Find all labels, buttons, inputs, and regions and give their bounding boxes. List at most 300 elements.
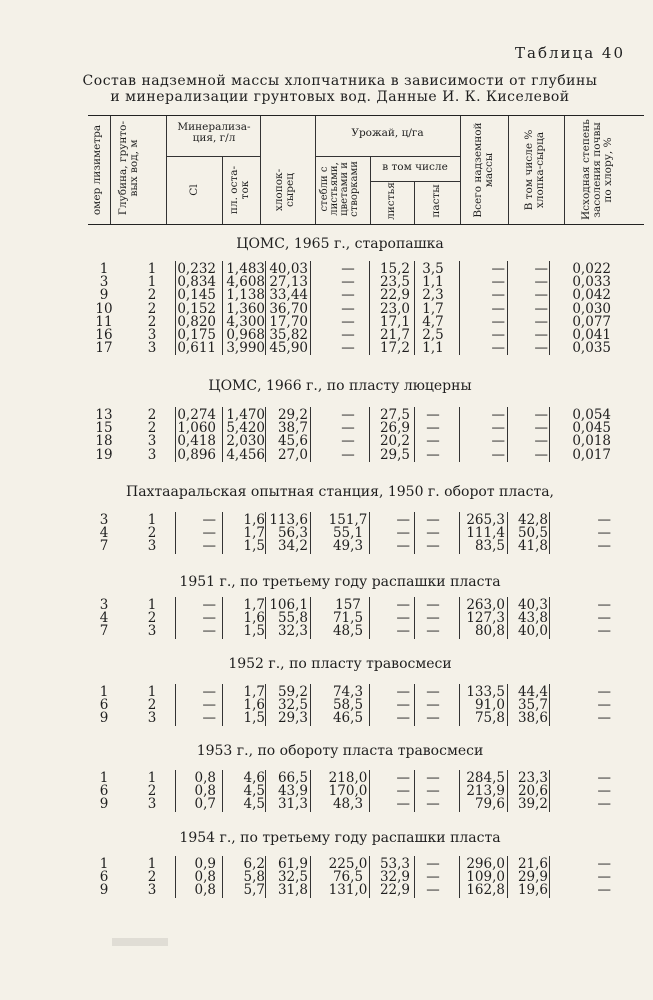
header-total-mass xyxy=(473,120,495,220)
table-cell: — xyxy=(426,623,440,640)
table-cell: — xyxy=(534,420,548,437)
table-cell: 74,3 xyxy=(332,684,364,700)
table-row xyxy=(0,785,653,798)
column-rule xyxy=(175,407,176,462)
table-cell: — xyxy=(491,300,505,317)
table-cell: 111,4 xyxy=(466,525,505,542)
table-cell: 58,5 xyxy=(332,697,364,714)
header-depth-line1: Глубина, грунто- xyxy=(117,120,129,216)
table-cell: 36,70 xyxy=(269,300,308,317)
table-cell: 0,418 xyxy=(177,433,216,450)
table-cell: 23,5 xyxy=(379,274,410,291)
table-cell: — xyxy=(491,313,505,330)
table-cell: 20,6 xyxy=(517,783,548,800)
table-cell: 225,0 xyxy=(328,856,368,872)
column-rule xyxy=(459,770,460,812)
table-cell: 0,077 xyxy=(572,313,611,330)
table-cell: 0,8 xyxy=(194,783,216,800)
column-rule xyxy=(369,856,370,898)
table-cell: 31,8 xyxy=(277,882,308,899)
table-cell: 17,70 xyxy=(269,313,308,330)
header-divider xyxy=(370,181,460,182)
table-cell: 3 xyxy=(99,597,109,613)
table-cell: 1,470 xyxy=(226,407,265,423)
table-cell: 0,274 xyxy=(177,407,216,423)
table-cell: — xyxy=(426,684,440,700)
table-cell: 0,030 xyxy=(572,300,611,317)
table-cell: 32,5 xyxy=(277,869,308,886)
table-cell: 1,5 xyxy=(243,623,265,640)
table-cell: 1,483 xyxy=(226,261,265,277)
header-mineralization-line2: ция, г/л xyxy=(192,132,236,144)
table-cell: — xyxy=(597,882,611,899)
column-rule xyxy=(265,512,266,554)
table-cell: 16 xyxy=(95,327,113,343)
column-rule xyxy=(265,684,266,726)
header-total-line1: Всего надземной xyxy=(472,122,484,218)
table-cell: — xyxy=(534,287,548,304)
table-cell: 0,834 xyxy=(177,274,216,291)
table-cell: 0,232 xyxy=(177,261,216,277)
table-cell: — xyxy=(597,623,611,640)
column-rule xyxy=(265,597,266,639)
table-cell: — xyxy=(426,525,440,542)
table-cell: 1,1 xyxy=(422,340,444,357)
table-cell: 27,0 xyxy=(277,446,308,463)
table-cell: 80,8 xyxy=(474,623,505,640)
table-cell: 9 xyxy=(99,796,109,813)
table-cell: — xyxy=(491,407,505,423)
column-rule xyxy=(310,261,311,355)
table-row xyxy=(0,798,653,811)
table-row xyxy=(0,514,653,527)
table-cell: 3 xyxy=(147,340,157,357)
table-cell: — xyxy=(491,287,505,304)
table-cell: — xyxy=(426,433,440,450)
table-cell: — xyxy=(202,597,216,613)
table-cell: 29,9 xyxy=(517,869,548,886)
column-rule xyxy=(369,261,370,355)
section-title: 1953 г., по обороту пласта травосмеси xyxy=(196,743,484,759)
table-cell: 79,6 xyxy=(474,796,505,813)
table-row xyxy=(0,612,653,625)
column-rule xyxy=(222,407,223,462)
table-cell: 1,5 xyxy=(243,710,265,727)
table-cell: 2 xyxy=(147,300,157,317)
table-cell: 0,8 xyxy=(194,882,216,899)
column-rule xyxy=(507,512,508,554)
table-cell: — xyxy=(341,433,355,450)
header-total-line2: массы xyxy=(483,152,495,188)
table-cell: 13 xyxy=(95,407,113,423)
table-row xyxy=(0,699,653,712)
table-cell: 9 xyxy=(99,882,109,899)
table-cell: 1,1 xyxy=(422,274,444,291)
column-rule xyxy=(175,684,176,726)
table-cell: — xyxy=(396,610,410,627)
table-cell: 17 xyxy=(95,340,113,357)
table-cell: 76,5 xyxy=(332,869,364,886)
column-rule xyxy=(369,512,370,554)
table-cell: — xyxy=(534,327,548,343)
table-cell: 1 xyxy=(99,856,109,872)
table-row xyxy=(0,884,653,897)
table-cell: 284,5 xyxy=(466,770,505,786)
header-cotton xyxy=(274,160,296,220)
table-cell: 4 xyxy=(99,610,109,627)
column-rule xyxy=(310,770,311,812)
table-cell: 6 xyxy=(99,869,109,886)
header-yield: Урожай, ц/га xyxy=(351,127,424,139)
column-rule xyxy=(310,512,311,554)
header-stems-line3: цветами и xyxy=(339,162,350,216)
table-cell: 1,138 xyxy=(226,287,265,304)
table-cell: 33,44 xyxy=(269,287,308,304)
column-rule xyxy=(369,684,370,726)
table-row xyxy=(0,871,653,884)
table-cell: 43,8 xyxy=(517,610,548,627)
header-salinity xyxy=(581,120,614,220)
header-cotton-line2: сырец xyxy=(284,173,296,207)
column-rule xyxy=(222,684,223,726)
table-cell: — xyxy=(426,420,440,437)
table-cell: — xyxy=(597,869,611,886)
section-title: ЦОМС, 1965 г., старопашка xyxy=(236,236,444,252)
table-cell: 1 xyxy=(99,684,109,700)
header-stems-line2: листьями, xyxy=(329,162,340,216)
table-cell: 35,82 xyxy=(269,327,308,343)
table-cell: — xyxy=(426,882,440,899)
table-cell: — xyxy=(341,340,355,357)
table-cell: 32,3 xyxy=(277,623,308,640)
table-cell: — xyxy=(202,525,216,542)
column-rule xyxy=(507,597,508,639)
header-cotton-line1: хлопок- xyxy=(273,168,285,212)
table-cell: 0,175 xyxy=(177,327,216,343)
column-rule xyxy=(549,684,550,726)
table-row xyxy=(0,858,653,871)
table-caption xyxy=(60,73,620,105)
table-cell: 3 xyxy=(147,710,157,727)
table-cell: 3,990 xyxy=(226,340,265,357)
table-cell: — xyxy=(396,684,410,700)
table-cell: 10 xyxy=(95,300,113,317)
table-cell: 11 xyxy=(95,313,113,330)
table-cell: 3 xyxy=(147,446,157,463)
table-cell: 218,0 xyxy=(328,770,368,786)
header-divider xyxy=(414,181,415,224)
table-cell: 3 xyxy=(147,327,157,343)
table-cell: 4,608 xyxy=(226,274,265,291)
caption-line-2: и минерализации грунтовых вод. Данные И. К. Киселевой xyxy=(110,89,570,105)
table-cell: — xyxy=(341,313,355,330)
table-cell: — xyxy=(491,327,505,343)
table-cell: 0,035 xyxy=(572,340,611,357)
table-cell: 29,3 xyxy=(277,710,308,727)
table-cell: — xyxy=(341,420,355,437)
column-rule xyxy=(222,856,223,898)
table-cell: 0,033 xyxy=(572,274,611,291)
header-divider xyxy=(166,156,260,157)
table-cell: 0,896 xyxy=(177,446,216,463)
table-cell: — xyxy=(341,274,355,291)
column-rule xyxy=(414,597,415,639)
table-cell: 40,03 xyxy=(269,261,308,277)
table-cell: 75,8 xyxy=(474,710,505,727)
table-cell: 26,9 xyxy=(379,420,410,437)
table-cell: 44,4 xyxy=(517,684,548,700)
column-rule xyxy=(459,261,460,355)
table-cell: — xyxy=(597,796,611,813)
table-cell: 38,7 xyxy=(277,420,308,437)
column-rule xyxy=(175,261,176,355)
table-cell: — xyxy=(202,684,216,700)
table-cell: — xyxy=(597,684,611,700)
table-cell: 151,7 xyxy=(328,512,368,528)
table-cell: 56,3 xyxy=(277,525,308,542)
header-divider xyxy=(110,116,111,224)
column-rule xyxy=(175,597,176,639)
table-cell: — xyxy=(341,287,355,304)
table-cell: — xyxy=(491,420,505,437)
section-title: Пахтааральская опытная станция, 1950 г. оборот пласта, xyxy=(125,484,554,500)
header-dry-line2: ток xyxy=(239,180,251,200)
table-cell: 2 xyxy=(147,313,157,330)
table-cell: 21,7 xyxy=(379,327,410,343)
table-cell: — xyxy=(534,313,548,330)
table-cell: 1,6 xyxy=(243,697,265,714)
table-cell: 2 xyxy=(147,407,157,423)
header-stems xyxy=(320,158,360,220)
table-cell: — xyxy=(426,446,440,463)
table-cell: 45,6 xyxy=(277,433,308,450)
table-cell: — xyxy=(396,512,410,528)
table-cell: — xyxy=(202,538,216,555)
table-cell: 0,8 xyxy=(194,770,216,786)
table-cell: 38,6 xyxy=(517,710,548,727)
column-rule xyxy=(369,770,370,812)
column-rule xyxy=(265,856,266,898)
table-cell: — xyxy=(202,623,216,640)
column-rule xyxy=(507,770,508,812)
table-cell: — xyxy=(396,525,410,542)
table-cell: 3 xyxy=(99,512,109,528)
table-cell: 55,1 xyxy=(332,525,364,542)
header-stems-line1: стебли с xyxy=(319,166,330,212)
column-rule xyxy=(310,597,311,639)
table-cell: 40,3 xyxy=(517,597,548,613)
column-rule xyxy=(265,407,266,462)
header-divider xyxy=(260,116,261,224)
column-rule xyxy=(549,261,550,355)
table-cell: 48,3 xyxy=(332,796,364,813)
table-cell: 1,7 xyxy=(243,525,265,542)
table-cell: 1 xyxy=(147,770,157,786)
table-cell: 1 xyxy=(147,261,157,277)
table-cell: 39,2 xyxy=(517,796,548,813)
column-rule xyxy=(507,407,508,462)
column-rule xyxy=(222,512,223,554)
header-divider xyxy=(315,156,460,157)
table-cell: — xyxy=(426,710,440,727)
header-salin-line3: по хлору, % xyxy=(602,137,614,203)
table-cell: 42,8 xyxy=(517,512,548,528)
table-row xyxy=(0,527,653,540)
table-cell: 109,0 xyxy=(466,869,505,886)
table-cell: — xyxy=(396,770,410,786)
table-cell: 7 xyxy=(99,623,109,640)
table-cell: — xyxy=(597,610,611,627)
table-cell: — xyxy=(491,433,505,450)
table-cell: 1,6 xyxy=(243,512,265,528)
table-cell: 1,7 xyxy=(422,300,444,317)
header-incl: в том числе xyxy=(382,161,448,173)
table-cell: 22,9 xyxy=(379,287,410,304)
table-number: Таблица 40 xyxy=(515,44,625,62)
column-rule xyxy=(414,770,415,812)
table-cell: 18 xyxy=(95,433,113,450)
header-salin-line2: засоления почвы xyxy=(591,122,603,218)
header-divider xyxy=(564,116,565,224)
table-cell: — xyxy=(597,697,611,714)
column-rule xyxy=(175,512,176,554)
table-cell: 34,2 xyxy=(277,538,308,555)
table-cell: 23,3 xyxy=(517,770,548,786)
table-cell: 27,5 xyxy=(379,407,410,423)
table-cell: — xyxy=(534,261,548,277)
table-cell: — xyxy=(426,407,440,423)
header-cl: Cl xyxy=(188,184,200,196)
header-share-line1: В том числе % xyxy=(523,129,535,211)
header-divider xyxy=(460,116,461,224)
table-cell: 9 xyxy=(99,287,109,304)
table-cell: — xyxy=(426,796,440,813)
table-row xyxy=(0,276,653,289)
table-cell: 4,300 xyxy=(226,313,265,330)
table-cell: 5,7 xyxy=(243,882,265,899)
table-cell: — xyxy=(597,710,611,727)
table-cell: 0,018 xyxy=(572,433,611,450)
table-cell: — xyxy=(396,783,410,800)
table-cell: 3,5 xyxy=(422,261,444,277)
table-cell: 162,8 xyxy=(466,882,505,899)
table-cell: 2 xyxy=(147,783,157,800)
table-cell: — xyxy=(426,512,440,528)
table-cell: 0,054 xyxy=(572,407,611,423)
table-cell: 0,145 xyxy=(177,287,216,304)
table-cell: — xyxy=(426,770,440,786)
column-rule xyxy=(175,856,176,898)
column-rule xyxy=(549,856,550,898)
table-cell: 3 xyxy=(147,882,157,899)
column-rule xyxy=(310,407,311,462)
ink-smudge xyxy=(110,935,170,949)
table-cell: 19 xyxy=(95,446,113,463)
table-cell: — xyxy=(341,261,355,277)
header-depth-line2: вых вод, м xyxy=(128,139,140,197)
column-rule xyxy=(265,261,266,355)
section-title: 1951 г., по третьему году распашки пласта xyxy=(179,574,501,590)
table-cell: 50,5 xyxy=(517,525,548,542)
table-cell: — xyxy=(341,446,355,463)
table-cell: 1 xyxy=(147,856,157,872)
table-cell: — xyxy=(202,710,216,727)
table-cell: 2 xyxy=(147,869,157,886)
column-rule xyxy=(549,512,550,554)
table-cell: 31,3 xyxy=(277,796,308,813)
column-rule xyxy=(507,261,508,355)
table-cell: 17,2 xyxy=(379,340,410,357)
table-cell: 1 xyxy=(147,274,157,291)
table-cell: 0,152 xyxy=(177,300,216,317)
table-cell: 53,3 xyxy=(379,856,410,872)
table-cell: — xyxy=(202,697,216,714)
header-mineralization-line1: Минерализа- xyxy=(177,121,251,133)
column-rule xyxy=(549,770,550,812)
table-cell: 4 xyxy=(99,525,109,542)
column-rule xyxy=(222,597,223,639)
column-rule xyxy=(222,770,223,812)
table-cell: 3 xyxy=(147,538,157,555)
table-cell: 29,2 xyxy=(277,407,308,423)
table-cell: 133,5 xyxy=(466,684,505,700)
table-row xyxy=(0,342,653,355)
table-cell: — xyxy=(341,327,355,343)
table-cell: — xyxy=(426,783,440,800)
table-cell: — xyxy=(426,597,440,613)
table-cell: — xyxy=(597,770,611,786)
table-cell: — xyxy=(534,407,548,423)
header-lysimeter: омер лизиметра xyxy=(91,124,103,216)
table-cell: 4,6 xyxy=(243,770,265,786)
table-cell: 0,045 xyxy=(572,420,611,437)
table-cell: — xyxy=(597,538,611,555)
table-row xyxy=(0,686,653,699)
table-cell: 157 xyxy=(335,597,361,613)
table-cell: 3 xyxy=(147,623,157,640)
table-cell: — xyxy=(426,538,440,555)
table-cell: — xyxy=(534,340,548,357)
table-row xyxy=(0,712,653,725)
table-cell: — xyxy=(396,796,410,813)
table-cell: — xyxy=(534,446,548,463)
table-cell: 4,5 xyxy=(243,796,265,813)
header-stems-line4: створками xyxy=(349,161,360,217)
column-rule xyxy=(310,684,311,726)
table-cell: — xyxy=(597,525,611,542)
table-cell: — xyxy=(491,340,505,357)
column-rule xyxy=(459,512,460,554)
table-cell: 7 xyxy=(99,538,109,555)
table-cell: — xyxy=(426,697,440,714)
table-cell: 170,0 xyxy=(328,783,368,800)
table-cell: — xyxy=(396,710,410,727)
table-cell: — xyxy=(396,623,410,640)
table-cell: 127,3 xyxy=(466,610,505,627)
table-cell: 0,8 xyxy=(194,869,216,886)
table-cell: 2 xyxy=(147,610,157,627)
table-cell: 61,9 xyxy=(277,856,308,872)
table-cell: 0,611 xyxy=(177,340,216,357)
table-cell: 3 xyxy=(147,433,157,450)
header-leaves: листья xyxy=(385,182,397,220)
table-cell: 0,820 xyxy=(177,313,216,330)
table-cell: 1,6 xyxy=(243,610,265,627)
table-cell: 1,7 xyxy=(243,684,265,700)
column-rule xyxy=(507,856,508,898)
table-cell: — xyxy=(534,300,548,317)
column-rule xyxy=(414,407,415,462)
